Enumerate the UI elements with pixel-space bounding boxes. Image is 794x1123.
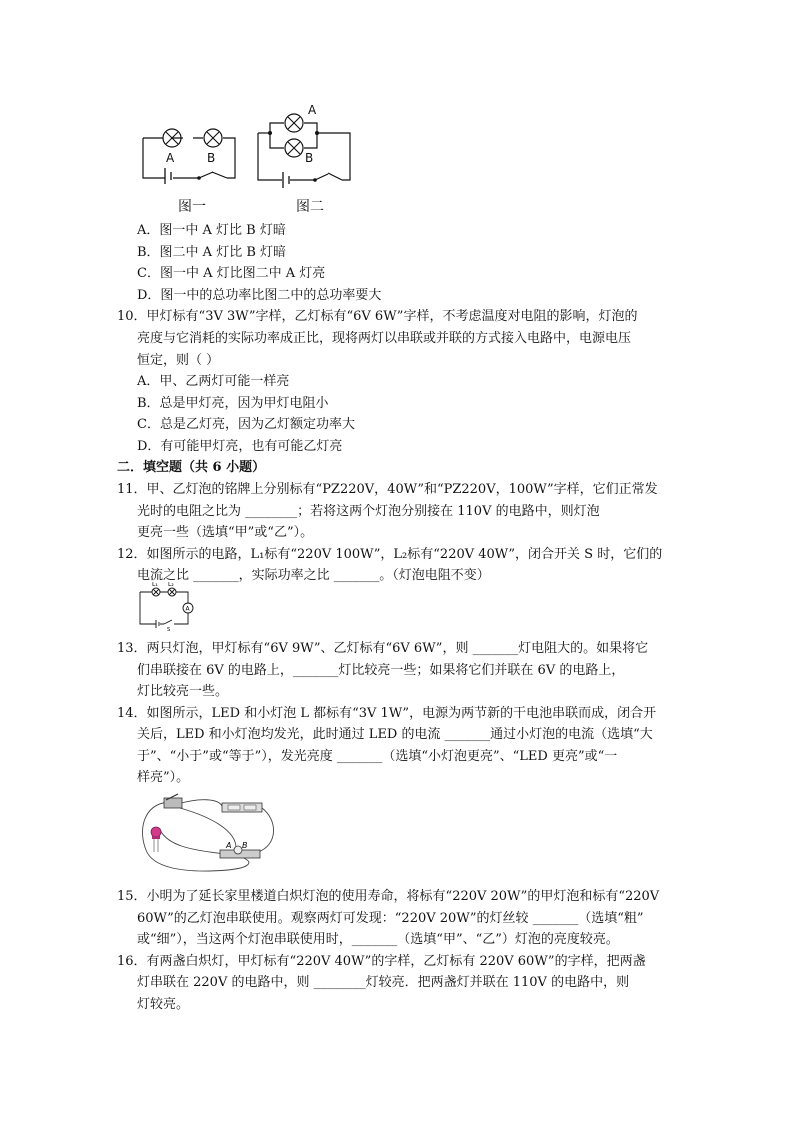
q11-line2: 光时的电阻之比为 ________；若将这两个灯泡分别接在 110V 的电路中，则灯泡: [137, 504, 600, 519]
q13-line1: 13．两只灯泡，甲灯标有“6V 9W”、乙灯标有“6V 6W”，则 _______灯电阻大的。如果将它: [117, 641, 649, 656]
q15-line1: 15．小明为了延长家里楼道白炽灯泡的使用寿命，将标有“220V 20W”的甲灯泡和标有“220V: [117, 889, 660, 904]
q12-l1-label: L₁: [152, 582, 158, 588]
figure-1-series-circuit: [135, 120, 245, 190]
battery-icon-2: [278, 170, 294, 190]
lamp-b2-label: B: [305, 151, 314, 165]
q10-stem-line1: 10．甲灯标有“3V 3W”字样，乙灯标有“6V 6W”字样，不考虑温度对电阻的影响，灯泡的: [117, 309, 638, 324]
q9-option-a: A．图一中 A 灯比 B 灯暗: [137, 223, 286, 238]
lamp-b-label: B: [207, 151, 216, 165]
q10-option-d: D．有可能甲灯亮，也有可能乙灯亮: [137, 439, 343, 454]
q10-option-c: C．总是乙灯亮，因为乙灯额定功率大: [137, 417, 355, 432]
q13-line3: 灯比较亮一些。: [137, 684, 229, 699]
q14-label-b: B: [242, 841, 248, 850]
q14-line1: 14．如图所示，LED 和小灯泡 L 都标有“3V 1W”，电源为两节新的干电池串联而成，闭合开: [117, 706, 657, 721]
q14-label-a: A: [226, 841, 232, 850]
q15-line3: 或“细”），当这两个灯泡串联使用时，_______（选填“甲”、“乙”）灯泡的亮度较亮。: [137, 932, 619, 947]
lamp-a2-icon: [283, 112, 305, 134]
q10-stem-line2: 亮度与它消耗的实际功率成正比，现将两灯以串联或并联的方式接入电路中，电源电压: [137, 331, 632, 346]
bulb-icon: [234, 846, 242, 854]
led-icon: [151, 827, 161, 837]
switch-icon-2: [312, 172, 332, 188]
lamp-a-icon: [161, 127, 183, 149]
q16-line3: 灯较亮。: [137, 997, 190, 1012]
q9-option-d: D．图一中的总功率比图二中的总功率要大: [137, 288, 382, 303]
q9-option-c: C．图一中 A 灯比图二中 A 灯亮: [137, 266, 326, 281]
q10-option-b: B．总是甲灯亮，因为甲灯电阻小: [137, 396, 329, 411]
q13-line2: 们串联接在 6V 的电路上，_______灯比较亮一些；如果将它们并联在 6V 的电路上，: [137, 663, 625, 678]
lamp-b2-icon: [283, 137, 305, 159]
q9-option-b: B．图二中 A 灯比 B 灯暗: [137, 245, 287, 260]
lamp-a-label: A: [166, 151, 175, 165]
q11-line1: 11．甲、乙灯泡的铭牌上分别标有“PZ220V，40W”和“PZ220V，100W”字样，它们正常发: [117, 482, 658, 497]
section-2-title: 二．填空题（共 6 小题）: [117, 460, 266, 475]
battery-icon: [160, 166, 176, 186]
q10-option-a: A．甲、乙两灯可能一样亮: [137, 374, 290, 389]
lamp-a2-label: A: [308, 103, 317, 117]
q12-circuit-diagram: [138, 582, 208, 632]
q10-stem-line3: 恒定，则（ ）: [137, 353, 220, 368]
q12-line2: 电流之比 _______，实际功率之比 _______。（灯泡电阻不变）: [137, 568, 490, 583]
q11-line3: 更亮一些（选填“甲”或“乙”）。: [137, 525, 314, 540]
q14-led-circuit-photo: [138, 790, 298, 878]
q14-line2: 关后，LED 和小灯泡均发光，此时通过 LED 的电流 _______通过小灯泡的电流（选填“大: [137, 727, 653, 742]
lamp-b-icon: [202, 127, 224, 149]
q12-line1: 12．如图所示的电路，L₁标有“220V 100W”，L₂标有“220V 40W”，闭合开关 S 时，它们的: [117, 547, 663, 562]
q12-switch-label: S: [167, 627, 171, 632]
q12-l2-label: L₂: [168, 582, 174, 588]
figure-1-caption: 图一: [178, 199, 206, 215]
q15-line2: 60W”的乙灯泡串联使用。观察两灯可发现：“220V 20W”的灯丝较 _______（选填“粗”: [137, 911, 644, 926]
q16-line1: 16．有两盏白炽灯，甲灯标有“220V 40W”的字样，乙灯标有 220V 60W”的字样，把两盏: [117, 954, 646, 969]
figure-2-caption: 图二: [296, 199, 324, 215]
switch-icon: [196, 168, 216, 184]
q14-line4: 样亮”）。: [137, 770, 190, 785]
q12-ammeter-label: A: [185, 605, 190, 613]
q16-line2: 灯串联在 220V 的电路中，则 ________灯较亮．把两盏灯并联在 110V 的电路中，则: [137, 975, 630, 990]
q14-line3: 于”、“小于”或“等于”），发光亮度 _______（选填“小灯泡更亮”、“LED 更亮”或“一: [137, 749, 618, 764]
